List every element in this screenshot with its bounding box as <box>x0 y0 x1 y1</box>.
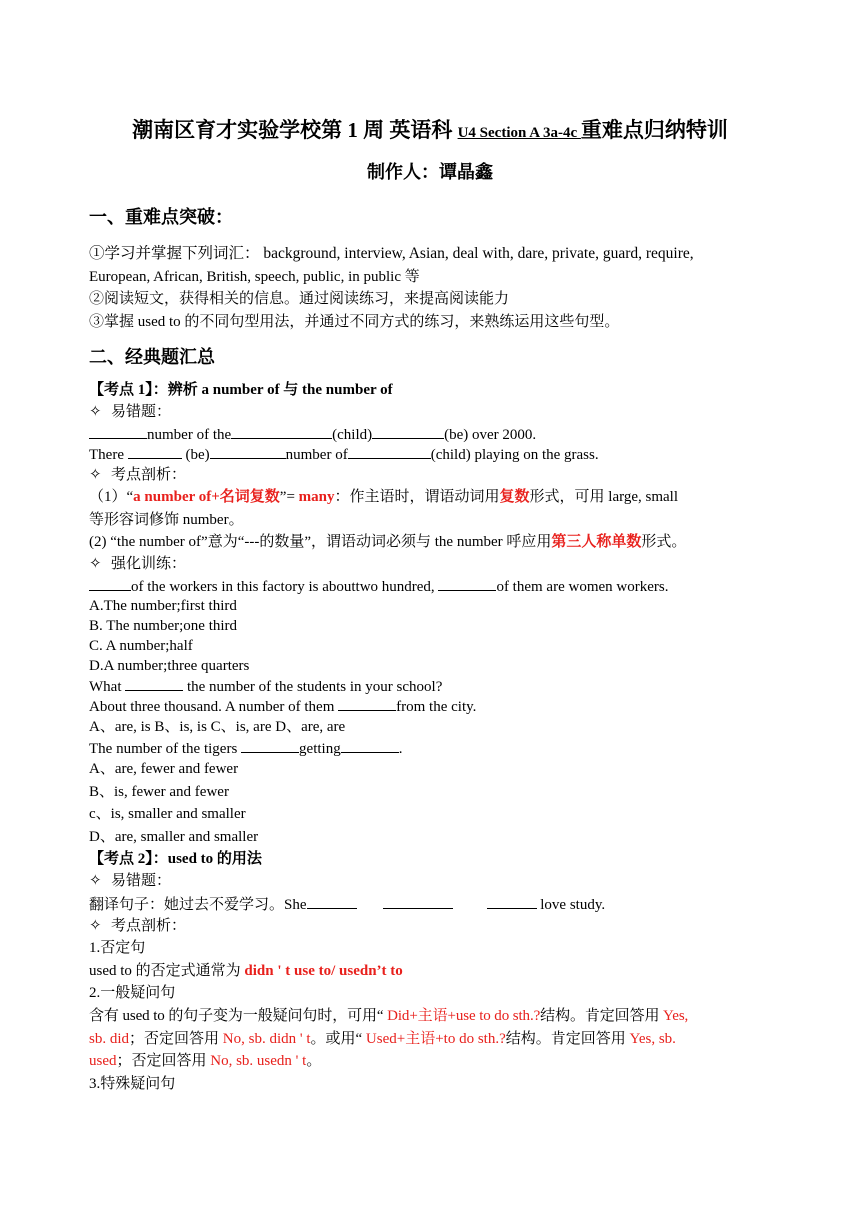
option-d: D、are, smaller and smaller <box>89 829 259 845</box>
kp1-practice-q3: The number of the tigers getting . <box>89 738 402 759</box>
answer-blank[interactable] <box>89 424 147 439</box>
kp1-analysis-label: ✧ 考点剖析： <box>89 467 187 483</box>
option-d: D.A number;three quarters <box>89 658 250 674</box>
kp2-error-label: ✧ 易错题： <box>89 873 172 889</box>
option-a: A.The number;first third <box>89 598 237 614</box>
kp2-analysis-label: ✧ 考点剖析： <box>89 918 187 934</box>
diamond-icon: ✧ <box>89 918 102 934</box>
kp1-practice-q1: of the workers in this factory is abouttwo hundred, of them are women workers. <box>89 576 668 597</box>
kp1-analysis-1-cont: 等形容词修饰 number。 <box>89 512 244 528</box>
kp1-practice-label: ✧ 强化训练： <box>89 556 187 572</box>
diamond-icon: ✧ <box>89 467 102 483</box>
answer-blank[interactable] <box>338 696 396 711</box>
answer-blank[interactable] <box>487 894 537 909</box>
answer-blank[interactable] <box>438 576 496 591</box>
answer-blank[interactable] <box>231 424 332 439</box>
kp1-analysis-2: (2) “the number of”意为“---的数量”，谓语动词必须与 the number 呼应用第三人称单数形式。 <box>89 534 687 550</box>
option-b: B. The number;one third <box>89 618 238 634</box>
section1-heading: 一、重难点突破： <box>89 207 233 227</box>
kp2-question-text-1: 含有 used to 的句子变为一般疑问句时，可用“ Did+主语+use to do sth.?结构。肯定回答用 Yes, <box>89 1008 689 1024</box>
answer-blank[interactable] <box>372 424 444 439</box>
title-topic: 重难点归纳特训 <box>580 118 728 142</box>
kp2-translation-question: 翻译句子：她过去不爱学习。She love study. <box>89 894 605 915</box>
title-school: 潮南区育才实验学校第 1 周 英语科 <box>132 118 458 142</box>
option-b: B、is, fewer and fewer <box>89 784 229 800</box>
answer-blank[interactable] <box>241 738 299 753</box>
section2-heading: 二、经典题汇总 <box>89 347 215 367</box>
kp1-practice-q2: What the number of the students in your school? <box>89 676 442 697</box>
kp2-negative-heading: 1.否定句 <box>89 940 146 956</box>
kp1-question1: number of the (child) (be) over 2000. <box>89 424 536 445</box>
kp2-question-text-2: sb. did；否定回答用 No, sb. didn ' t。或用“ Used+主语+to do sth.?结构。肯定回答用 Yes, sb. <box>89 1031 676 1047</box>
kp1-question2: There (be) number of (child) playing on the grass. <box>89 444 599 465</box>
kp2-question-heading: 2.一般疑问句 <box>89 985 176 1001</box>
kp2-question-text-3: used；否定回答用 No, sb. usedn ' t。 <box>89 1053 322 1069</box>
kp1-practice-q2-options: A、are, is B、is, is C、is, are D、are, are <box>89 719 346 735</box>
answer-blank[interactable] <box>210 444 286 459</box>
kp1-error-label: ✧ 易错题： <box>89 404 172 420</box>
answer-blank[interactable] <box>341 738 399 753</box>
author-line: 制作人：谭晶鑫 <box>367 162 493 182</box>
page-title <box>0 116 860 147</box>
answer-blank[interactable] <box>383 894 453 909</box>
answer-blank[interactable] <box>307 894 357 909</box>
answer-blank[interactable] <box>89 576 131 591</box>
diamond-icon: ✧ <box>89 556 102 572</box>
answer-blank[interactable] <box>348 444 431 459</box>
kp1-title: 【考点 1】：辨析 a number of 与 the number of <box>89 382 393 398</box>
answer-blank[interactable] <box>128 444 182 459</box>
kp1-analysis-1: （1）“a number of+名词复数”= many：作主语时，谓语动词用复数形式，可用 large, small <box>89 489 678 505</box>
section1-item3: ③掌握 used to 的不同句型用法，并通过不同方式的练习，来熟练运用这些句型。 <box>89 314 620 330</box>
diamond-icon: ✧ <box>89 873 102 889</box>
section1-item1-line1: ①学习并掌握下列词汇： background, interview, Asian, deal with, dare, private, guard, require, <box>89 245 694 262</box>
kp2-title: 【考点 2】：used to 的用法 <box>89 851 262 867</box>
kp1-practice-q2-cont: About three thousand. A number of them from the city. <box>89 696 476 717</box>
section1-item1-line2: European, African, British, speech, public, in public 等 <box>89 269 420 285</box>
kp2-negative-text: used to 的否定式通常为 didn ' t use to/ usedn’t to <box>89 963 403 979</box>
kp2-wh-question-heading: 3.特殊疑问句 <box>89 1076 176 1092</box>
option-a: A、are, fewer and fewer <box>89 761 239 777</box>
answer-blank[interactable] <box>125 676 183 691</box>
section1-item2: ②阅读短文，获得相关的信息。通过阅读练习，来提高阅读能力 <box>89 291 510 307</box>
diamond-icon: ✧ <box>89 404 102 420</box>
option-c: c、is, smaller and smaller <box>89 806 246 822</box>
title-unit: U4 Section A 3a-4c <box>457 125 581 141</box>
option-c: C. A number;half <box>89 638 193 654</box>
